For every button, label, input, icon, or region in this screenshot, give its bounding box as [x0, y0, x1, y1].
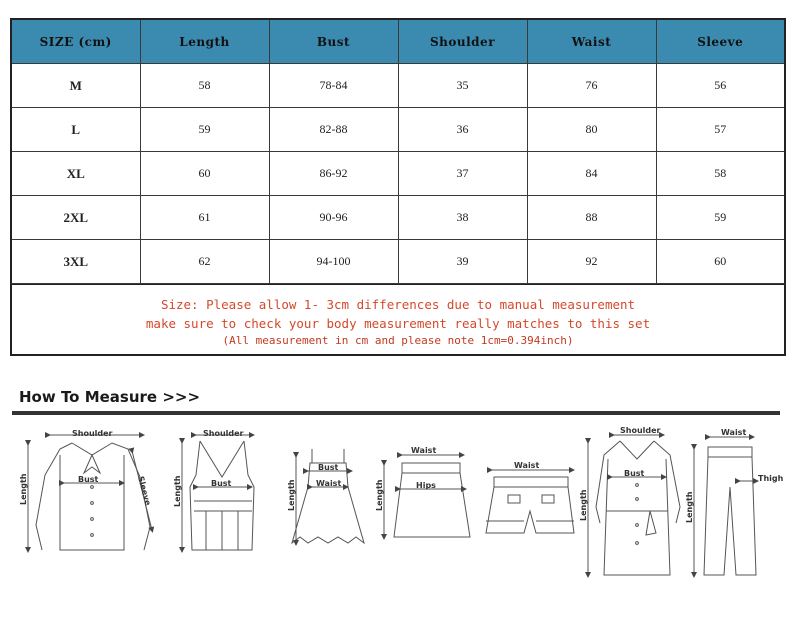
label-shoulder-tank: Shoulder	[203, 429, 244, 438]
header-waist: Waist	[527, 19, 656, 64]
label-length-trousers: Length	[685, 491, 694, 523]
shoulder-cell: 39	[398, 240, 527, 285]
label-length-dress: Length	[287, 479, 296, 511]
measurement-note	[10, 283, 786, 356]
label-hips-skirt: Hips	[416, 481, 436, 490]
length-cell: 60	[140, 152, 269, 196]
label-length-tank: Length	[173, 475, 182, 507]
sleeve-cell: 57	[656, 108, 785, 152]
header-bust: Bust	[269, 19, 398, 64]
size-cell: L	[11, 108, 140, 152]
length-cell: 59	[140, 108, 269, 152]
label-bust-dress: Bust	[318, 463, 339, 472]
skirt-figure	[384, 455, 470, 537]
measurement-illustrations	[0, 415, 799, 615]
label-waist-trousers: Waist	[721, 428, 747, 437]
table-row	[11, 108, 785, 152]
waist-cell: 80	[527, 108, 656, 152]
sleeve-cell: 59	[656, 196, 785, 240]
label-shoulder-coat: Shoulder	[620, 426, 661, 435]
label-bust-blouse: Bust	[78, 475, 99, 484]
bust-cell: 86-92	[269, 152, 398, 196]
bust-cell: 82-88	[269, 108, 398, 152]
sleeve-cell: 58	[656, 152, 785, 196]
tank-top-figure	[182, 435, 254, 550]
label-waist-skirt: Waist	[411, 446, 437, 455]
header-length: Length	[140, 19, 269, 64]
header-shoulder: Shoulder	[398, 19, 527, 64]
table-row	[11, 240, 785, 285]
shoulder-cell: 35	[398, 64, 527, 108]
shorts-figure	[486, 470, 574, 533]
label-length-coat: Length	[579, 489, 588, 521]
shoulder-cell: 36	[398, 108, 527, 152]
length-cell: 62	[140, 240, 269, 285]
length-cell: 58	[140, 64, 269, 108]
waist-cell: 92	[527, 240, 656, 285]
label-shoulder-blouse: Shoulder	[72, 429, 113, 438]
header-size: SIZE (cm)	[11, 19, 140, 64]
sleeve-cell: 60	[656, 240, 785, 285]
table-row	[11, 64, 785, 108]
table-header-row	[11, 19, 785, 64]
size-cell: XL	[11, 152, 140, 196]
label-thigh-trousers: Thigh	[758, 474, 784, 483]
coat-figure	[588, 435, 680, 575]
label-waist-dress: Waist	[316, 479, 342, 488]
label-sleeve-blouse: Sleeve	[136, 475, 153, 507]
bust-cell: 78-84	[269, 64, 398, 108]
label-bust-coat: Bust	[624, 469, 645, 478]
size-cell: M	[11, 64, 140, 108]
shoulder-cell: 38	[398, 196, 527, 240]
size-cell: 2XL	[11, 196, 140, 240]
note-line-3: (All measurement in cm and please note 1cm=0.394inch)	[222, 334, 574, 347]
note-line-2: make sure to check your body measurement really matches to this set	[145, 316, 651, 331]
waist-cell: 84	[527, 152, 656, 196]
label-bust-tank: Bust	[211, 479, 232, 488]
blouse-figure	[28, 435, 152, 550]
waist-cell: 88	[527, 196, 656, 240]
table-row	[11, 152, 785, 196]
label-length-blouse: Length	[19, 473, 28, 505]
shoulder-cell: 37	[398, 152, 527, 196]
trousers-figure	[694, 437, 756, 575]
size-cell: 3XL	[11, 240, 140, 285]
label-length-skirt: Length	[375, 479, 384, 511]
sleeve-cell: 56	[656, 64, 785, 108]
header-sleeve: Sleeve	[656, 19, 785, 64]
size-chart-table	[10, 18, 786, 285]
label-waist-shorts: Waist	[514, 461, 540, 470]
waist-cell: 76	[527, 64, 656, 108]
bust-cell: 90-96	[269, 196, 398, 240]
note-line-1: Size: Please allow 1- 3cm differences due to manual measurement	[160, 297, 636, 312]
bust-cell: 94-100	[269, 240, 398, 285]
how-to-measure-title: How To Measure >>>	[19, 388, 201, 406]
table-row	[11, 196, 785, 240]
length-cell: 61	[140, 196, 269, 240]
